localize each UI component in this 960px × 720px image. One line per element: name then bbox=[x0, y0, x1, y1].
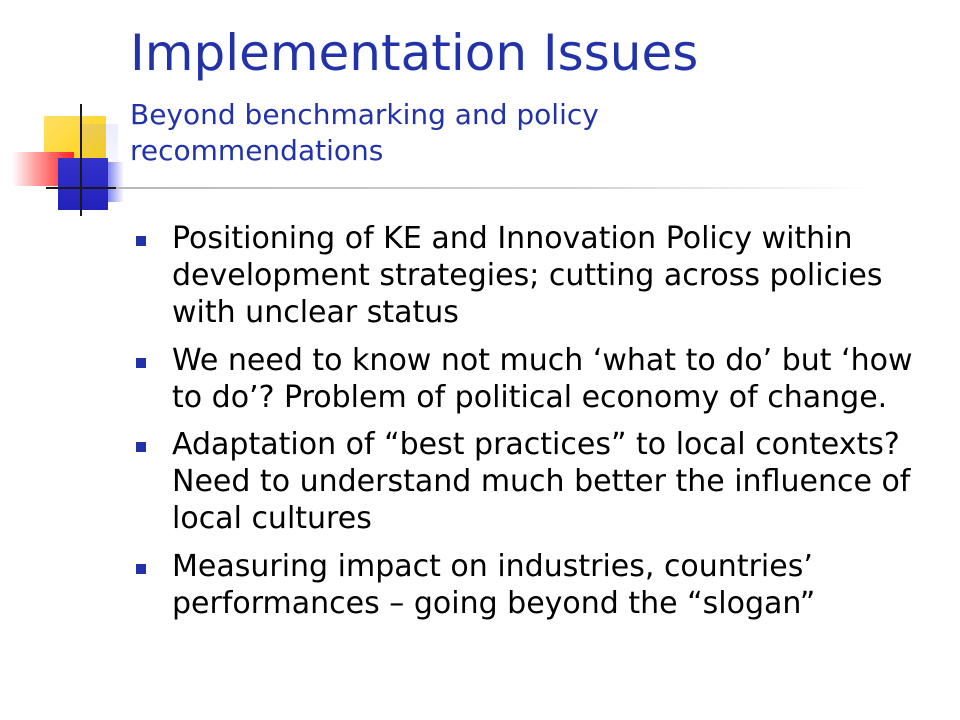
blue-square bbox=[58, 158, 108, 210]
square-bullet-icon bbox=[136, 564, 146, 574]
bullet-item bbox=[136, 220, 936, 332]
blue-fade-strip bbox=[108, 162, 124, 202]
square-bullet-icon bbox=[136, 442, 146, 452]
bullet-item bbox=[136, 548, 936, 622]
square-bullet-icon bbox=[136, 236, 146, 246]
horizontal-line bbox=[46, 187, 116, 189]
title-divider bbox=[116, 187, 876, 189]
bullet-list bbox=[136, 220, 936, 632]
pale-blue-square bbox=[80, 124, 118, 162]
slide-title: Implementation Issues bbox=[130, 24, 699, 82]
bullet-text: Adaptation of “best practices” to local contexts? Need to understand much better the influence of local cultures bbox=[172, 426, 911, 537]
bullet-item bbox=[136, 342, 936, 416]
bullet-text: Positioning of KE and Innovation Policy within development strategies; cutting across policies with unclear status bbox=[172, 221, 883, 331]
vertical-line bbox=[80, 104, 82, 216]
square-bullet-icon bbox=[136, 358, 146, 368]
slide-subtitle: Beyond benchmarking and policy recommendations bbox=[130, 98, 599, 167]
bullet-text: Measuring impact on industries, countries’ performances – going beyond the “slogan” bbox=[172, 548, 816, 621]
bullet-text: We need to know not much ‘what to do’ but ‘how to do’? Problem of political economy of change. bbox=[172, 342, 913, 415]
bullet-item bbox=[136, 426, 936, 538]
